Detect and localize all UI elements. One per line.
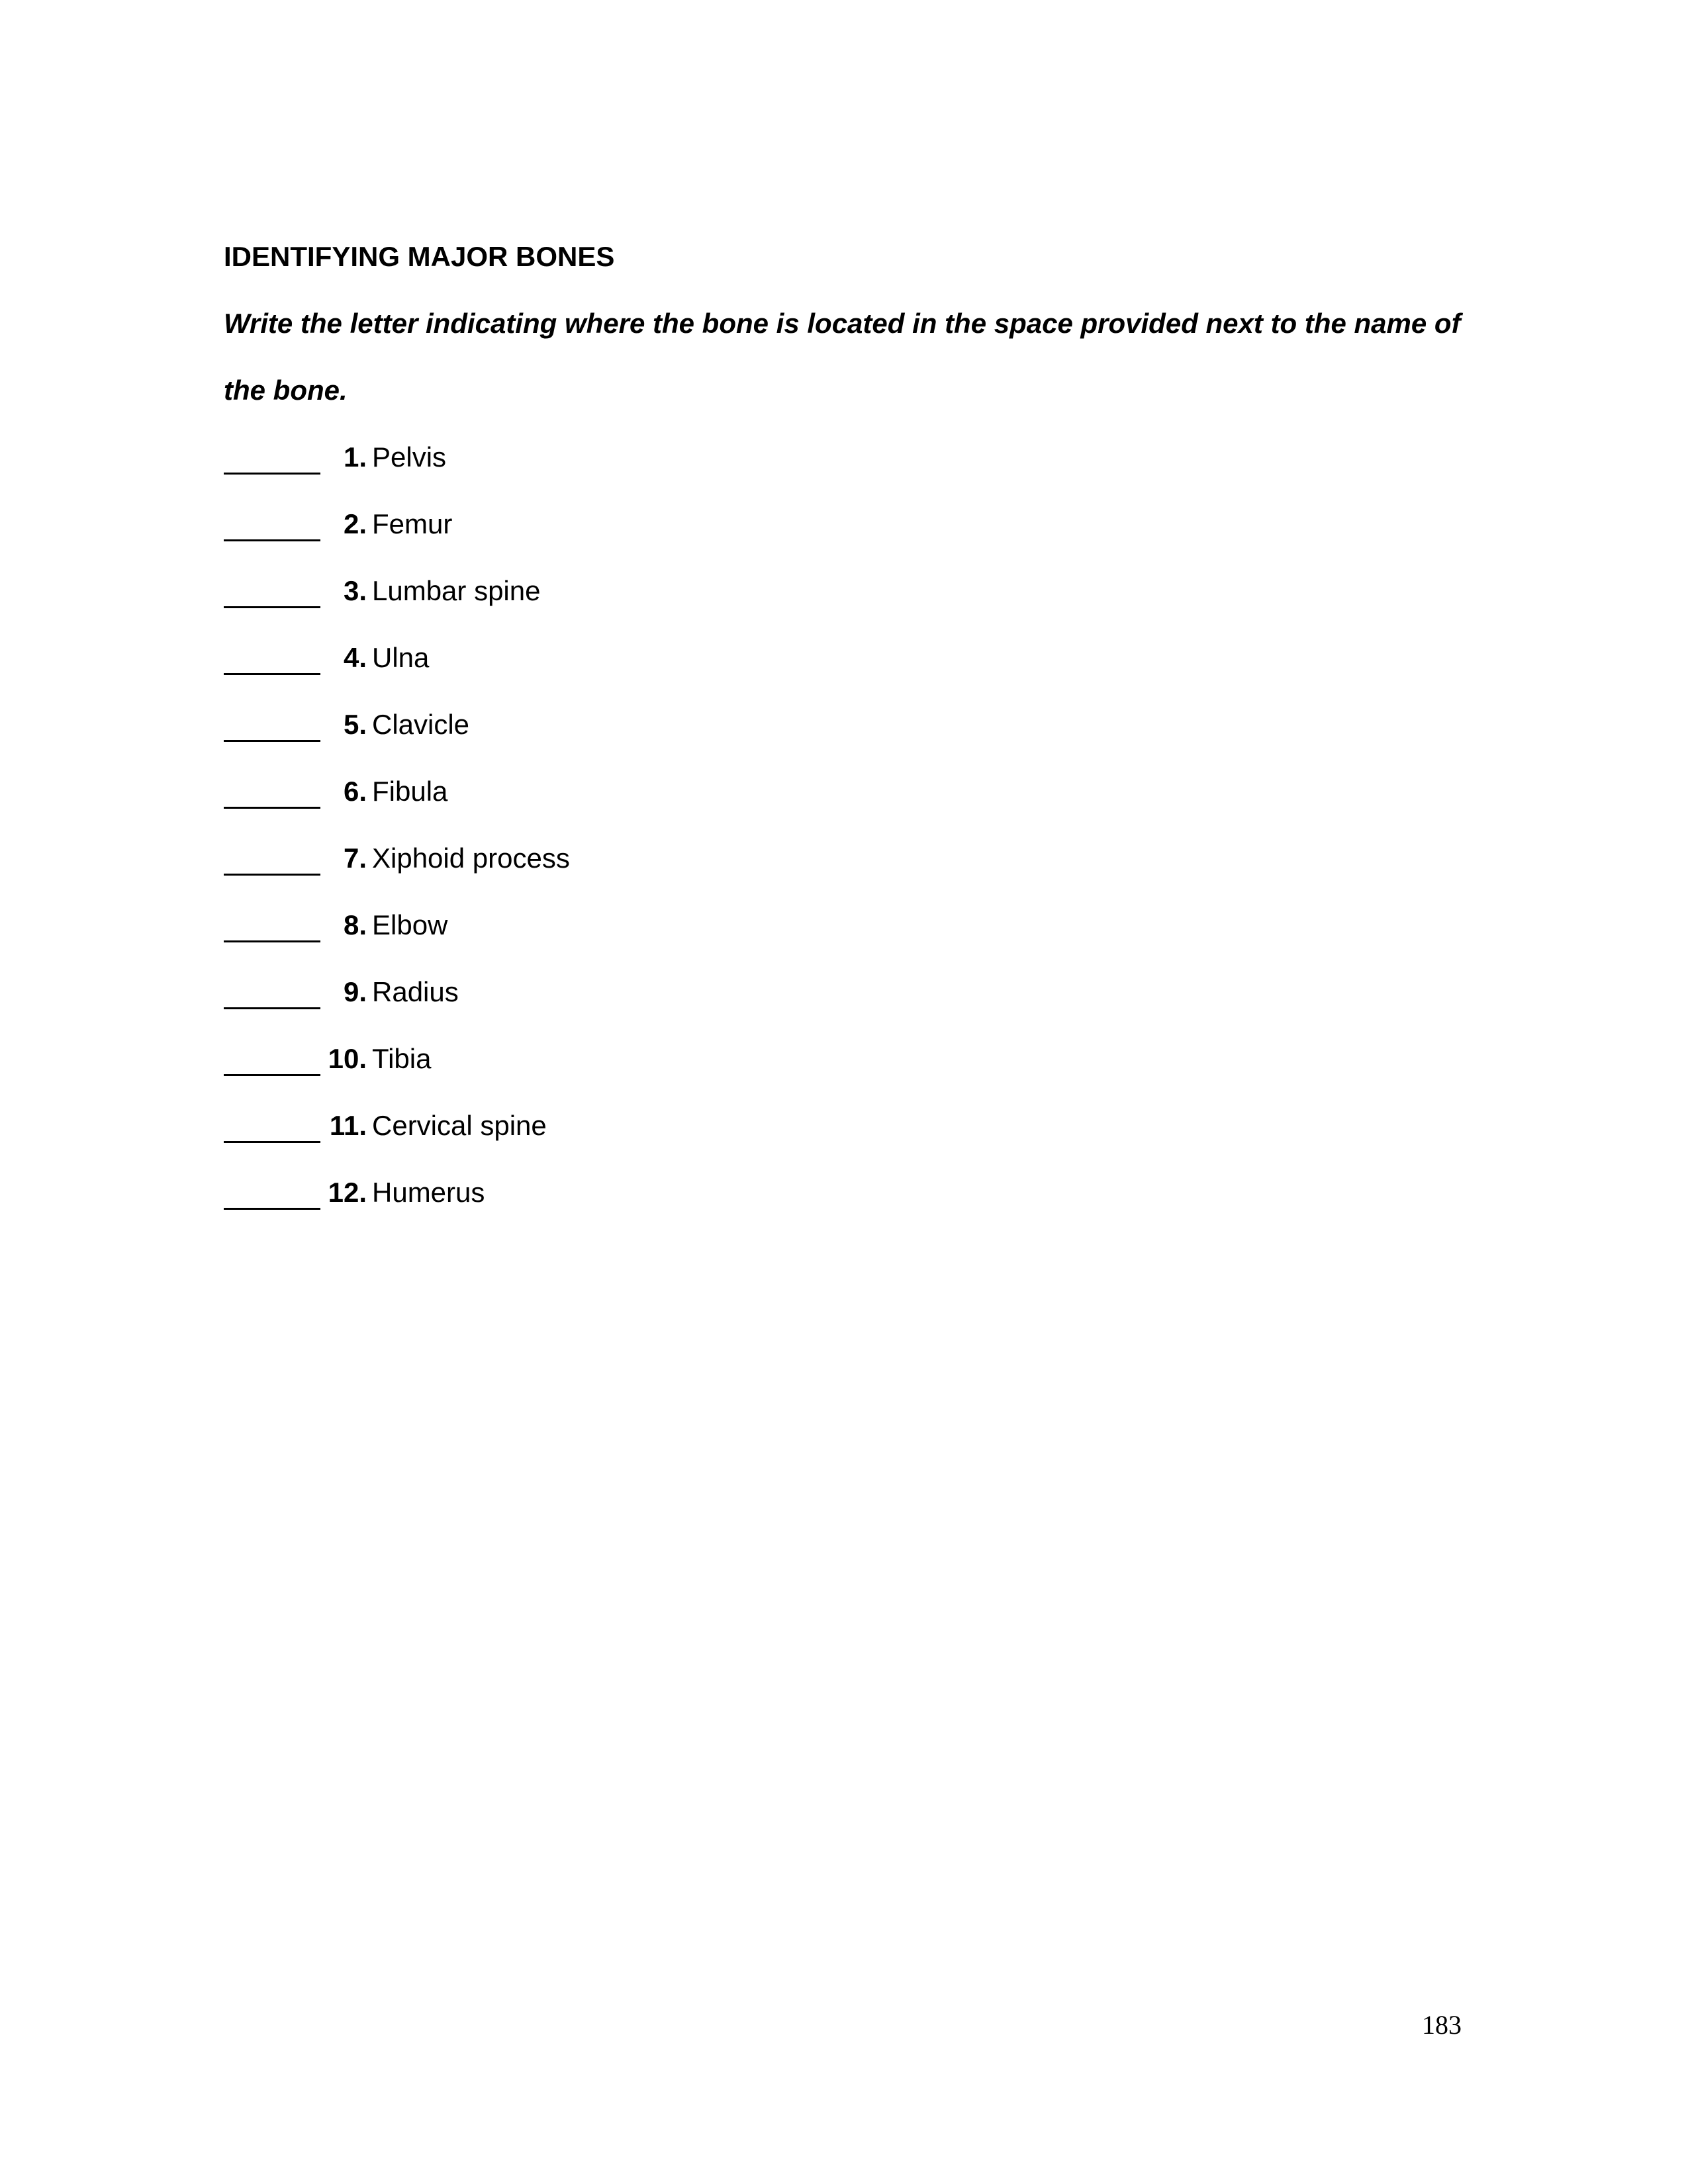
question-number: 9. — [343, 976, 367, 1007]
bone-name: Xiphoid process — [372, 842, 570, 874]
bone-name: Fibula — [372, 776, 448, 807]
question-item — [224, 424, 1481, 490]
bone-name: Ulna — [372, 642, 430, 673]
worksheet-instructions: Write the letter indicating where the bone is located in the space provided next to the name of the bone. — [224, 308, 1461, 406]
question-item — [224, 758, 1481, 825]
question-item — [224, 490, 1481, 557]
bone-name: Clavicle — [372, 709, 470, 740]
worksheet-title: IDENTIFYING MAJOR BONES — [224, 241, 615, 272]
answer-blank[interactable] — [224, 539, 320, 541]
answer-blank[interactable] — [224, 1208, 320, 1210]
question-number: 10. — [328, 1043, 367, 1074]
question-item — [224, 1092, 1481, 1159]
answer-blank[interactable] — [224, 1141, 320, 1143]
question-number: 6. — [343, 776, 367, 807]
question-number: 3. — [343, 575, 367, 606]
question-number: 8. — [343, 909, 367, 940]
answer-blank[interactable] — [224, 940, 320, 942]
answer-blank[interactable] — [224, 673, 320, 675]
question-item — [224, 557, 1481, 624]
question-list — [224, 424, 1481, 1226]
question-item — [224, 1159, 1481, 1226]
question-item — [224, 691, 1481, 758]
bone-name: Elbow — [372, 909, 448, 940]
question-number: 12. — [328, 1177, 367, 1208]
question-number: 5. — [343, 709, 367, 740]
answer-blank[interactable] — [224, 606, 320, 608]
bone-name: Radius — [372, 976, 459, 1007]
question-item — [224, 958, 1481, 1025]
question-number: 2. — [343, 508, 367, 539]
bone-name: Cervical spine — [372, 1110, 547, 1141]
answer-blank[interactable] — [224, 740, 320, 742]
question-number: 4. — [343, 642, 367, 673]
worksheet — [224, 224, 1481, 1226]
page-number: 183 — [1422, 2010, 1462, 2040]
question-number: 11. — [329, 1110, 367, 1141]
question-item — [224, 624, 1481, 691]
question-item — [224, 891, 1481, 958]
bone-name: Lumbar spine — [372, 575, 541, 606]
answer-blank[interactable] — [224, 1074, 320, 1076]
question-number: 1. — [343, 441, 367, 473]
question-item — [224, 1025, 1481, 1092]
bone-name: Pelvis — [372, 441, 447, 473]
bone-name: Femur — [372, 508, 453, 539]
question-number: 7. — [343, 842, 367, 874]
answer-blank[interactable] — [224, 473, 320, 475]
answer-blank[interactable] — [224, 1007, 320, 1009]
question-item — [224, 825, 1481, 891]
bone-name: Tibia — [372, 1043, 432, 1074]
answer-blank[interactable] — [224, 807, 320, 809]
bone-name: Humerus — [372, 1177, 485, 1208]
answer-blank[interactable] — [224, 874, 320, 876]
